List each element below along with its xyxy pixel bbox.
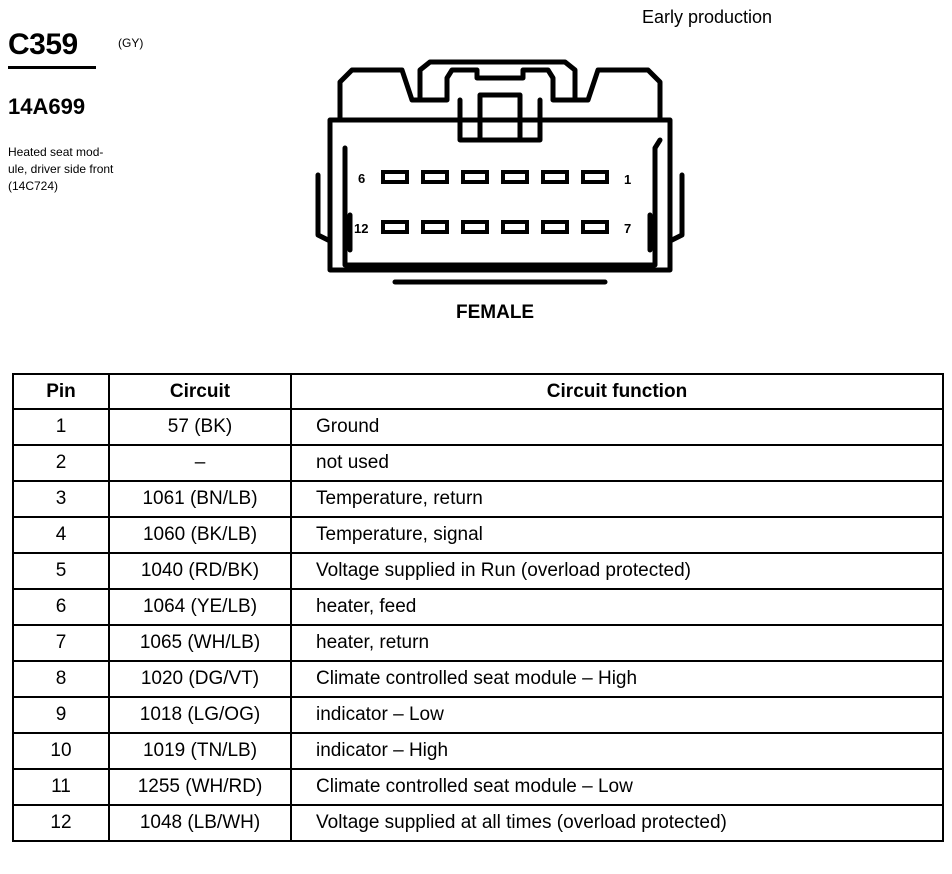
pin-cell: 11 <box>13 769 109 805</box>
function-cell: Temperature, signal <box>291 517 943 553</box>
function-cell: indicator – High <box>291 733 943 769</box>
function-cell: Temperature, return <box>291 481 943 517</box>
circuit-cell: – <box>109 445 291 481</box>
pin-cavity-10 <box>463 222 487 232</box>
connector-id-underline <box>8 66 96 69</box>
circuit-cell: 1019 (TN/LB) <box>109 733 291 769</box>
table-header-row <box>13 374 943 409</box>
table-row <box>13 697 943 733</box>
pin-cell: 4 <box>13 517 109 553</box>
circuit-cell: 1061 (BN/LB) <box>109 481 291 517</box>
pinout-table <box>12 373 944 842</box>
pin-cavity-3 <box>503 172 527 182</box>
pin-label-7: 7 <box>624 221 632 236</box>
pin-face <box>345 140 660 265</box>
function-cell: Voltage supplied in Run (overload protected) <box>291 553 943 589</box>
connector-color-code: (GY) <box>118 36 144 50</box>
header-pin: Pin <box>13 374 109 409</box>
pin-cavity-5 <box>423 172 447 182</box>
connector-gender-label: FEMALE <box>456 302 535 323</box>
function-cell: not used <box>291 445 943 481</box>
circuit-cell: 1018 (LG/OG) <box>109 697 291 733</box>
table-row <box>13 805 943 841</box>
pin-label-12: 12 <box>354 221 369 236</box>
function-cell: indicator – Low <box>291 697 943 733</box>
table-row <box>13 589 943 625</box>
circuit-cell: 1255 (WH/RD) <box>109 769 291 805</box>
part-number: 14A699 <box>8 94 86 119</box>
function-cell: heater, return <box>291 625 943 661</box>
pin-cavity-1 <box>583 172 607 182</box>
function-cell: Climate controlled seat module – Low <box>291 769 943 805</box>
pin-label-1: 1 <box>624 172 632 187</box>
pin-cell: 9 <box>13 697 109 733</box>
pin-cavity-7 <box>583 222 607 232</box>
circuit-cell: 57 (BK) <box>109 409 291 445</box>
pin-cell: 2 <box>13 445 109 481</box>
pin-cavity-4 <box>463 172 487 182</box>
circuit-cell: 1040 (RD/BK) <box>109 553 291 589</box>
pin-cell: 3 <box>13 481 109 517</box>
pin-cavity-9 <box>503 222 527 232</box>
table-row <box>13 445 943 481</box>
pin-label-6: 6 <box>358 171 366 186</box>
pin-cell: 8 <box>13 661 109 697</box>
function-cell: Voltage supplied at all times (overload protected) <box>291 805 943 841</box>
header-circuit-function: Circuit function <box>291 374 943 409</box>
table-row <box>13 481 943 517</box>
pin-cavity-12 <box>383 222 407 232</box>
pin-cell: 5 <box>13 553 109 589</box>
table-row <box>13 625 943 661</box>
circuit-cell: 1064 (YE/LB) <box>109 589 291 625</box>
header-circuit: Circuit <box>109 374 291 409</box>
table-row <box>13 769 943 805</box>
pin-cell: 10 <box>13 733 109 769</box>
circuit-cell: 1065 (WH/LB) <box>109 625 291 661</box>
pin-cell: 6 <box>13 589 109 625</box>
pin-cavity-8 <box>543 222 567 232</box>
function-cell: heater, feed <box>291 589 943 625</box>
pin-cavity-11 <box>423 222 447 232</box>
table-row <box>13 517 943 553</box>
connector-id: C359 <box>8 28 78 61</box>
table-row <box>13 661 943 697</box>
pin-cavity-2 <box>543 172 567 182</box>
production-note: Early production <box>642 7 773 27</box>
left-rib <box>318 175 328 240</box>
table-row <box>13 409 943 445</box>
pin-cavities <box>383 172 607 232</box>
function-cell: Climate controlled seat module – High <box>291 661 943 697</box>
right-rib <box>672 175 682 240</box>
connector-description: Heated seat mod- ule, driver side front (14C724) <box>8 145 114 193</box>
circuit-cell: 1060 (BK/LB) <box>109 517 291 553</box>
table-row <box>13 733 943 769</box>
function-cell: Ground <box>291 409 943 445</box>
circuit-cell: 1020 (DG/VT) <box>109 661 291 697</box>
pin-cavity-6 <box>383 172 407 182</box>
pin-cell: 12 <box>13 805 109 841</box>
pin-cell: 1 <box>13 409 109 445</box>
pin-cell: 7 <box>13 625 109 661</box>
table-row <box>13 553 943 589</box>
connector-face-diagram <box>300 55 700 295</box>
circuit-cell: 1048 (LB/WH) <box>109 805 291 841</box>
